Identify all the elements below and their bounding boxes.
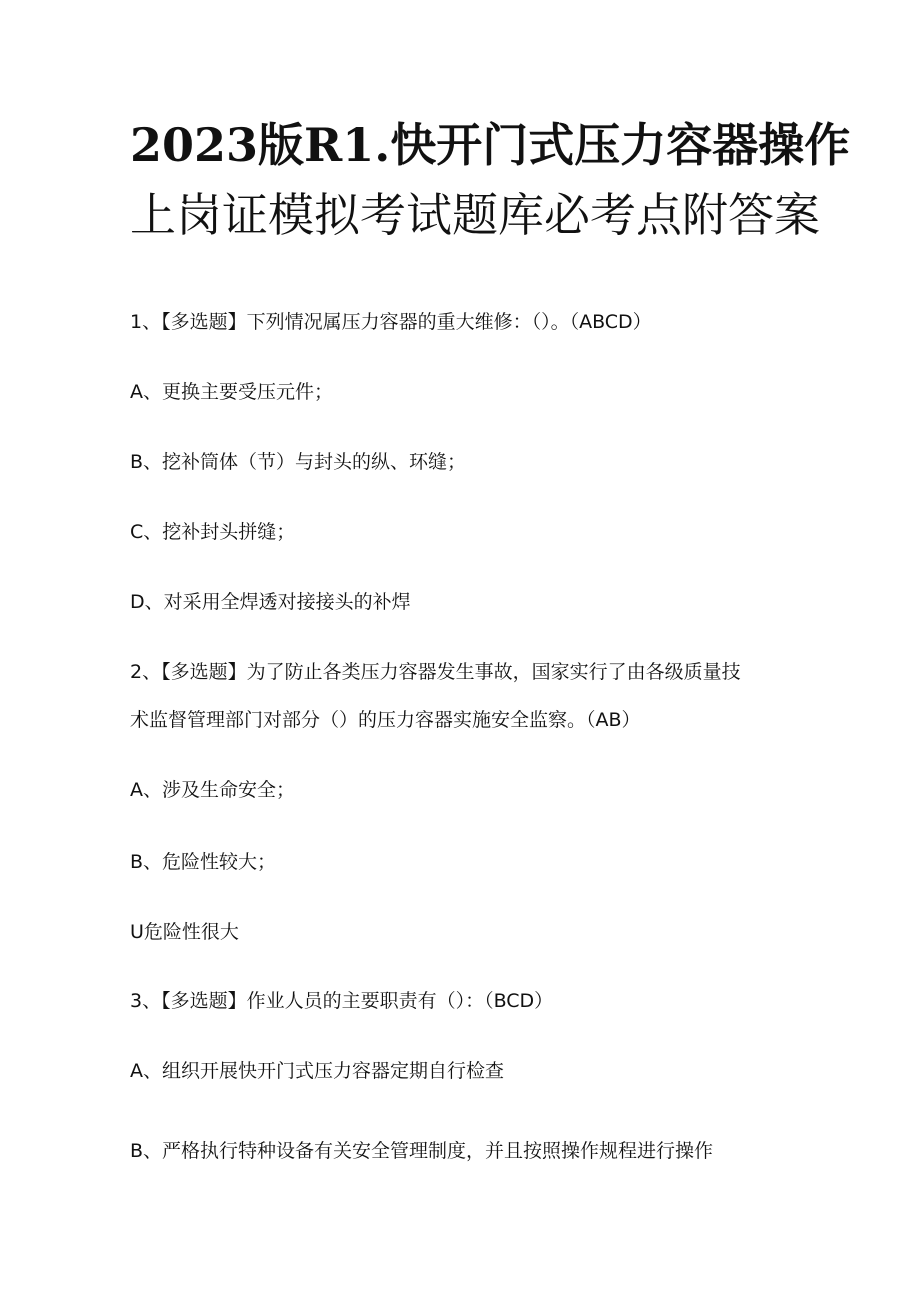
question-2-option-b: B、危险性较大； [130, 851, 277, 873]
document-title-line-1: 2023版R1.快开门式压力容器操作 [130, 118, 851, 172]
question-2-stem-line-2: 术监督管理部门对部分（）的压力容器实施安全监察。（AB） [130, 709, 641, 731]
question-2-option-c: U危险性很大 [130, 921, 239, 943]
question-1-option-a: A、更换主要受压元件； [130, 381, 333, 403]
document-title-line-2: 上岗证模拟考试题库必考点附答案 [130, 188, 820, 242]
question-1-option-d: D、对采用全焊透对接接头的补焊 [130, 591, 411, 613]
question-1-stem: 1、【多选题】下列情况属压力容器的重大维修：（）。（ABCD） [130, 311, 652, 333]
question-2-stem-line-1: 2、【多选题】为了防止各类压力容器发生事故，国家实行了由各级质量技 [130, 661, 741, 683]
question-3-stem: 3、【多选题】作业人员的主要职责有（）：（BCD） [130, 990, 554, 1012]
question-2-option-a: A、涉及生命安全； [130, 779, 295, 801]
question-1-option-b: B、挖补筒体（节）与封头的纵、环缝； [130, 451, 467, 473]
question-3-option-a: A、组织开展快开门式压力容器定期自行检查 [130, 1060, 504, 1082]
question-1-option-c: C、挖补封头拼缝； [130, 521, 296, 543]
question-3-option-b: B、严格执行特种设备有关安全管理制度，并且按照操作规程进行操作 [130, 1140, 714, 1162]
